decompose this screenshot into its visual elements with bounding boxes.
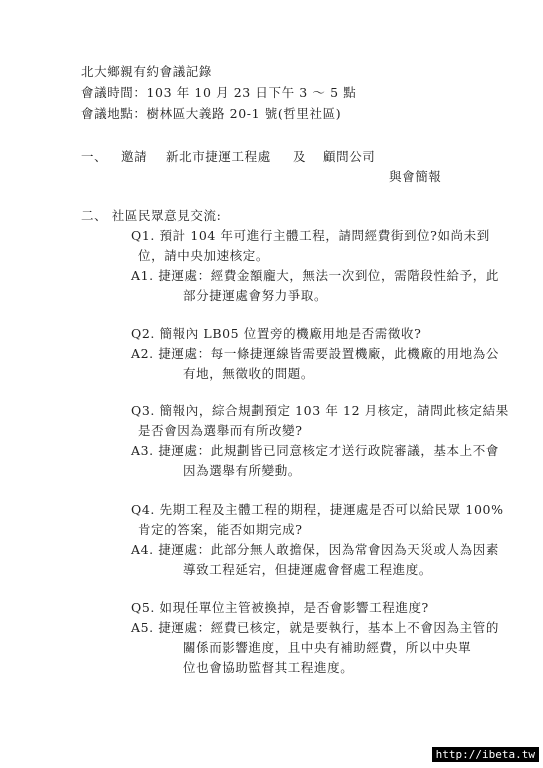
a5-line3: 位也會協助監督其工程進度。 [183, 660, 354, 675]
a2-line2: 有地，無徵收的問題。 [183, 366, 315, 381]
section1-and: 及 [293, 149, 307, 164]
a1-line2: 部分捷運處會努力爭取。 [183, 288, 328, 303]
section1-number: 一、 [81, 149, 108, 164]
a2-line1: A2. 捷運處：每一條捷運線皆需要設置機廠，此機廠的用地為公 [131, 346, 499, 361]
section1-invite-label: 邀請 [121, 149, 148, 164]
q3-line2: 是否會因為選舉而有所改變? [138, 423, 303, 438]
a3-line1: A3. 捷運處：此規劃皆已同意核定才送行政院審議，基本上不會 [131, 443, 499, 458]
q1-line1: Q1. 預計 104 年可進行主體工程，請問經費街到位?如尚未到 [131, 228, 490, 243]
a3-line2: 因為選舉有所變動。 [183, 463, 301, 478]
a4-line2: 導致工程延宕，但捷運處會督處工程進度。 [183, 562, 432, 577]
section1-org-consultant: 顧問公司 [323, 149, 376, 164]
meeting-place: 會議地點：樹林區大義路 20-1 號(哲里社區) [81, 106, 342, 121]
section1-tail: 與會簡報 [389, 169, 442, 184]
a4-line1: A4. 捷運處：此部分無人敢擔保，因為常會因為天災或人為因素 [131, 542, 499, 557]
q1-line2: 位，請中央加速核定。 [138, 248, 270, 263]
section2-heading: 二、 社區民眾意見交流: [81, 208, 222, 223]
q3-line1: Q3. 簡報內，綜合規劃預定 103 年 12 月核定，請問此核定結果 [131, 403, 509, 418]
q4-line2: 肯定的答案，能否如期完成? [138, 522, 303, 537]
document-title: 北大鄉親有約會議記錄 [81, 64, 213, 79]
a1-line1: A1. 捷運處：經費金額龐大，無法一次到位，需階段性給予，此 [131, 268, 499, 283]
meeting-time: 會議時間：103 年 10 月 23 日下午 3 ～ 5 點 [81, 85, 357, 100]
a5-line2: 關係而影響進度，且中央有補助經費，所以中央單 [183, 640, 472, 655]
site-watermark: http://ibeta.tw [432, 747, 539, 762]
a5-line1: A5. 捷運處：經費已核定，就是要執行，基本上不會因為主管的 [131, 620, 499, 635]
section1-org-dort: 新北市捷運工程處 [166, 149, 271, 164]
q2-line1: Q2. 簡報內 LB05 位置旁的機廠用地是否需徵收? [131, 326, 422, 341]
q4-line1: Q4. 先期工程及主體工程的期程，捷運處是否可以給民眾 100% [131, 502, 504, 517]
q5-line1: Q5. 如現任單位主管被換掉，是否會影響工程進度? [131, 600, 429, 615]
